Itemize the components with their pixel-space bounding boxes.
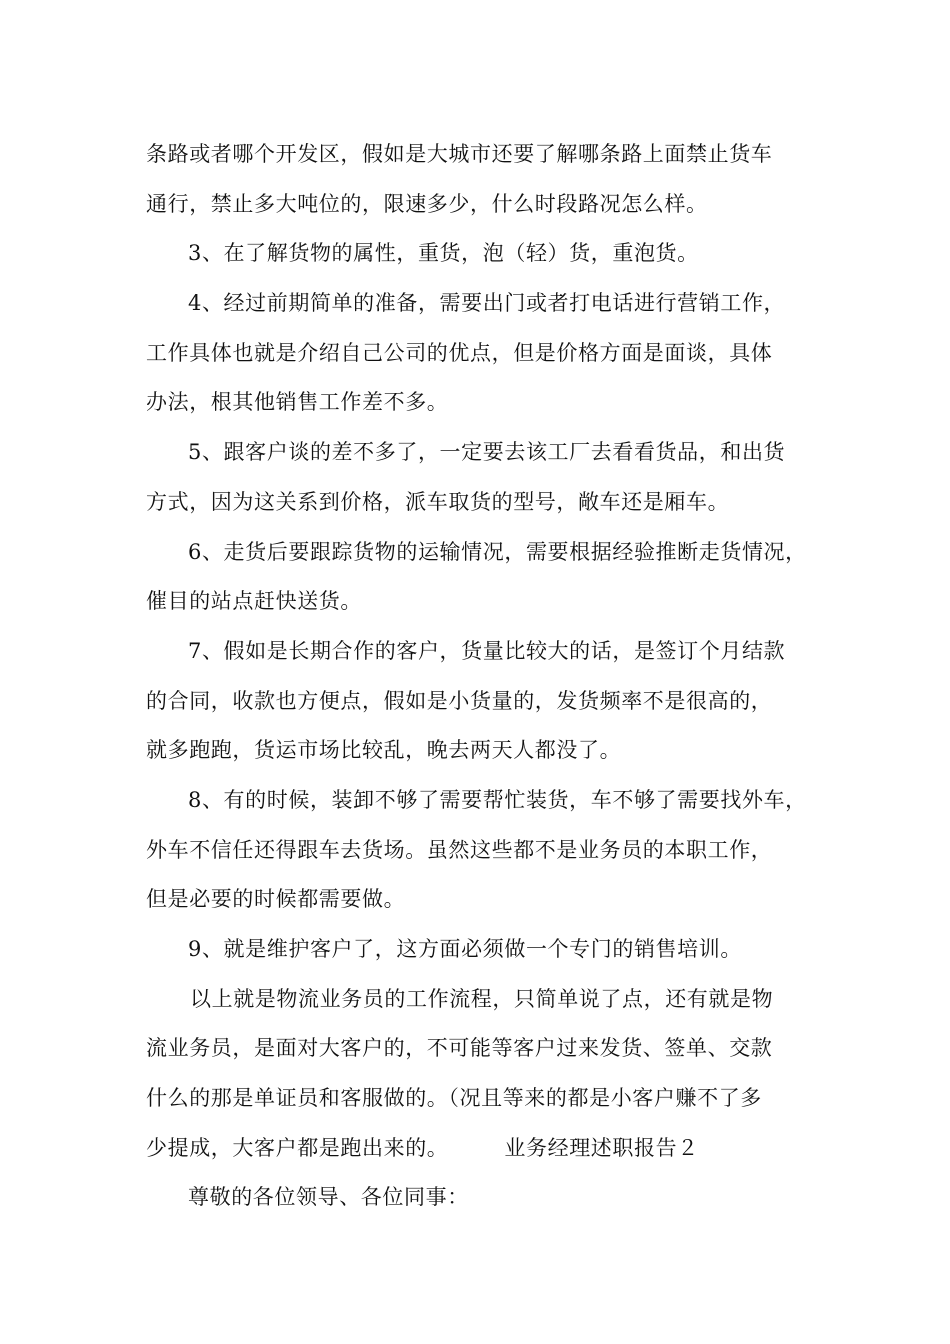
text-line: 就多跑跑，货运市场比较乱，晚去两天人都没了。 — [146, 738, 622, 763]
list-item-5: 5、跟客户谈的差不多了，一定要去该工厂去看看货品，和出货 — [188, 440, 786, 465]
list-item-4: 4、经过前期简单的准备，需要出门或者打电话进行营销工作， — [188, 291, 786, 316]
text-line-with-heading — [146, 1124, 816, 1174]
list-item-9: 9、就是维护客户了，这方面必须做一个专门的销售培训。 — [188, 937, 742, 961]
text-line: 方式，因为这关系到价格，派车取货的型号，敞车还是厢车。 — [146, 489, 730, 514]
salutation: 尊敬的各位领导、各位同事： — [188, 1185, 469, 1210]
document-body — [146, 130, 816, 1223]
text-line: 什么的那是单证员和客服做的。（况且等来的都是小客户赚不了多 — [146, 1086, 762, 1111]
text-line: 流业务员，是面对大客户的，不可能等客户过来发货、签单、交款 — [146, 1036, 773, 1061]
text-line: 外车不信任还得跟车去货场。虽然这些都不是业务员的本职工作， — [146, 837, 773, 862]
summary-paragraph-start: 以上就是物流业务员的工作流程，只简单说了点，还有就是物 — [190, 986, 774, 1011]
text-line: 催目的站点赶快送货。 — [146, 589, 362, 614]
report-heading: 业务经理述职报告２ — [504, 1135, 699, 1160]
text-line: 的合同，收款也方便点，假如是小货量的，发货频率不是很高的， — [146, 688, 773, 713]
text-line: 少提成，大客户都是跑出来的。 — [146, 1135, 449, 1160]
list-item-7: 7、假如是长期合作的客户，货量比较大的话，是签订个月结款 — [188, 638, 786, 663]
text-line: 条路或者哪个开发区，假如是大城市还要了解哪条路上面禁止货车 — [146, 142, 773, 166]
text-line: 办法，根其他销售工作差不多。 — [146, 390, 449, 415]
list-item-3: 3、在了解货物的属性，重货，泡（轻）货，重泡货。 — [188, 241, 699, 266]
text-line: 工作具体也就是介绍自己公司的优点，但是价格方面是面谈，具体 — [146, 340, 773, 365]
text-line: 但是必要的时候都需要做。 — [146, 887, 406, 912]
text-line: 通行，禁止多大吨位的，限速多少，什么时段路况怎么样。 — [146, 191, 708, 216]
list-item-8: 8、有的时候，装卸不够了需要帮忙装货，车不够了需要找外车， — [188, 787, 807, 812]
list-item-6: 6、走货后要跟踪货物的运输情况，需要根据经验推断走货情况， — [188, 539, 807, 564]
